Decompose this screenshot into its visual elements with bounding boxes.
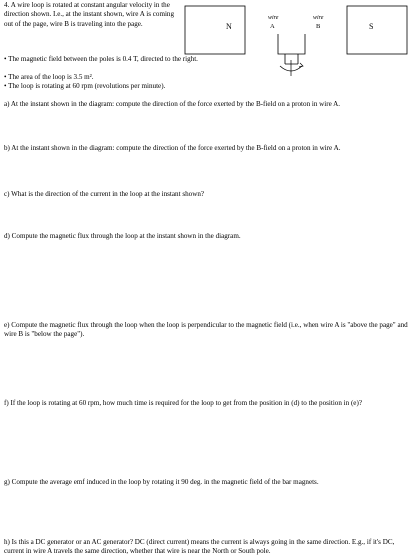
question-d: d) Compute the magnetic flux through the loop at the instant shown in the diagram. [4,232,241,240]
question-b: b) At the instant shown in the diagram: compute the direction of the force exerted by the B-field on a proton in wire A. [4,144,341,152]
magnet-loop-diagram [0,0,420,100]
question-c: c) What is the direction of the current in the loop at the instant shown? [4,190,205,198]
problem-intro: 4. A wire loop is rotated at constant angular velocity in the direction shown. I.e., at the instant shown, wire A is coming out of the page, wire B is traveling into the page. [4,1,175,28]
north-pole-label: N [226,22,232,31]
bullet-area: • The area of the loop is 3.5 m². [4,73,94,81]
bullet-field: • The magnetic field between the poles is 0.4 T, directed to the right. [4,55,198,63]
wire-a-caption: wire [268,15,279,21]
rotation-arrowhead [299,63,303,67]
question-h: h) Is this a DC generator or an AC generator? DC (direct current) means the current is always going in the same direction. E.g., if it's DC, current in wire A travels the same direction, whether that wire is near the North or South pole. [4,538,395,556]
question-a: a) At the instant shown in the diagram: compute the direction of the force exerted by the B-field on a proton in wire A. [4,100,341,108]
wire-b-caption: wire [313,15,324,21]
wire-loop [278,34,305,54]
south-pole-magnet [347,6,407,54]
north-pole-magnet [185,6,245,54]
bullet-rotation: • The loop is rotating at 60 rpm (revolutions per minute). [4,82,166,90]
question-f: f) If the loop is rotating at 60 rpm, how much time is required for the loop to get from the position in (d) to the position in (e)? [4,399,362,407]
south-pole-label: S [369,22,374,31]
wire-a-label: A [270,23,275,30]
question-e: e) Compute the magnetic flux through the loop when the loop is perpendicular to the magnetic field (i.e., when wire A is "above the page" and wire B is "below the page"). [4,321,408,339]
loop-axle [285,54,298,64]
wire-b-label: B [316,23,321,30]
question-g: g) Compute the average emf induced in the loop by rotating it 90 deg. in the magnetic field of the bar magnets. [4,478,319,486]
